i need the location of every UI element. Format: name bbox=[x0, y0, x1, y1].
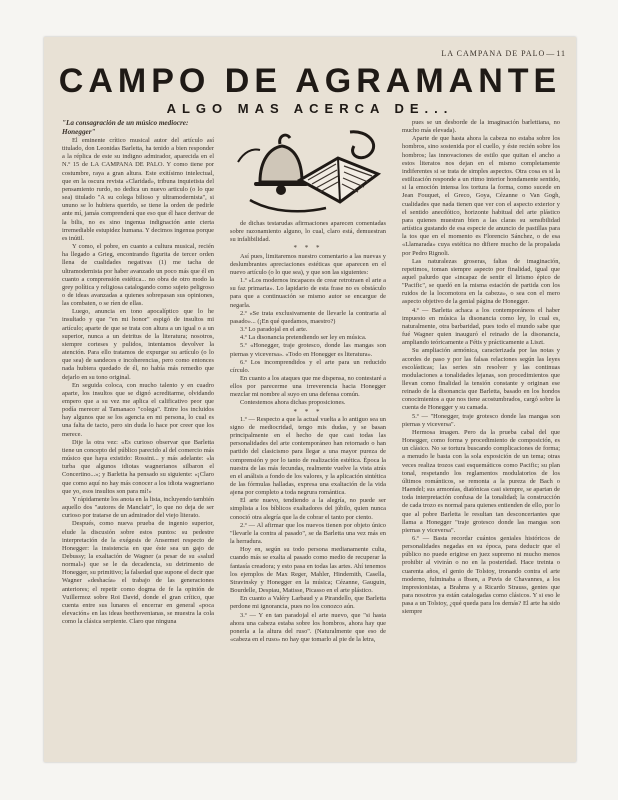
paragraph: Y rápidamente los anota en la lista, incluyendo también aquello dos "autores de Manclair", lo que no deja de ser curioso por tratarse de un admirador del viejo literato. bbox=[62, 495, 214, 520]
paragraph: Hermosa imagen. Pero da la prueba cabal del que Honegger, como forma y procedimiento de composición, es un clásico. No se tortura buscando complicaciones de forma; a menudo le basta con la sola exposición de un tema; otras veces realiza trozos casi esquemáticos como Pacific; su plan tonal, respetando los reglamentos modulatorios de los últimos románticos, se remonta a la pureza de Bach o Haendel; sus armonías, diatónicas casi siempre, se apartan de toda interpretación confusa de la tonalidad; la construcción de cada trozo es normal para quienes entienden de ello, por lo que al pobre Barletta le resultan tan desconcertantes que llama a Honegger "traje grotesco donde las mangas son piernas y viceversa". bbox=[402, 428, 560, 534]
article-subtitle: ALGO MAS ACERCA DE... bbox=[166, 101, 454, 116]
paragraph: 4.º — Barletta achaca a los contemporáneos el haber impuesto en música la disonancia como ley, lo cual es, naturalmente, otra barbaridad, pues todo el mundo sabe que fué Wagner quien inauguró el reinado de la disonancia, ampliando teóricamente a Fétis y prácticamente a Liszt. bbox=[402, 306, 560, 347]
running-header: LA CAMPANA DE PALO—11 bbox=[441, 49, 566, 58]
paragraph: Después, como nueva prueba de ingenio superior, elude la discusión sobre estos puntos: su pedestre interpretación de la exégesis de Ansermet respecto de Honegger: la insistencia en que éste sea un gajo de Debussy; la exaltación de Wagner (a pesar de su «salud normal») que se le da decadencia, su detrimento de Honegger, su primitivo; la falsedad que supone el decir que Wagner «deshacía» el trabajo de las generaciones anteriores; el repetir como dogma de fe la opinión de Vuillermoz sobre Roi David, donde el gran crítico, que cuenta entre sus lunares el encerrar en general «poca elevación» en las ideas beethovenianas, se muestra la cola como la clásica serpiente. Claro que ninguna bbox=[62, 520, 214, 626]
paragraph: 2.º «Se trata exclusivamente de llevarle la contraria al pasado»... (¡En qué quedamos, maestro?) bbox=[230, 309, 386, 325]
paragraph: Aparte de que hasta ahora la cabeza no estaba sobre los hombros, sino sostenida por el cuello, y éste recién sobre los hombros; las innovaciones de estilo que quitan el ancho a estos literatos nos dejan en el mismo completamente indiferentes si se trata de simples aspectos. Otra cosa es si la estilización responde a un ritmo interior hondamente sentido, si la emoción intensa los tortura la forma, como sucede en Jean Fouquet, el Greco, Goya, Cézanne o Van Gogh, cualidades que nada tienen que ver con el aspecto exterior y el sentido anecdótico, horizonte habitual del arte plástico para quienes muestran bien a las claras su sensibilidad artística gustando de esa especie de anuncio de pastillas para la tos que en el momento es Florencio Sánchez, o de esa «Llamarada» cuya estética no difiere mucho de la propalada por Pedro Rignoli. bbox=[402, 135, 560, 257]
paragraph: 3.º Lo paradojal en el arte. bbox=[240, 326, 308, 334]
paragraph: de dichas testarudas afirmaciones aparecen comentadas sobre razonamiento alguno, lo cual, claro está, demuestran su infalibilidad. bbox=[230, 220, 386, 244]
paragraph: En seguida coloca, con mucho talento y en cuadro aparte, los insultos que se dignó acreditarme, olvidando empero que a su vez me aplica el calificativo peor que podía merecer al Tamanaco "colega". Entre los incluidos hay algunos que se los agencia en mi persona, lo cual es una falta de tacto, pero sin duda lo hace por creer que los merece. bbox=[62, 381, 214, 438]
article-title: CAMPO DE AGRAMANTE bbox=[58, 62, 562, 100]
paragraph: 3.º — Y en tan paradojal el arte nuevo, que "si hasta ahora una cabeza estaba sobre los hombros, ahora hay que ponerla a la altura del ruso". (Naturalmente que eso de «cabeza en el ruso» no hay que tomarlo al pie de la letra, bbox=[230, 611, 386, 643]
paragraph: El eminente crítico musical autor del artículo así titulado, don Leonidas Barletta, ha tenido a bien responder a la réplica de este su indigno admirador, aparecida en el N.º 15 de LA CAMPANA DE PALO. Y como tiene por costumbre, raya a gran altura. Este exitísimo intelectual, que en la oscura revista «Claridad», tribuna inquietista del pensamiento rurdo, no dedica un nuevo articulo (o lo que sea) titulado "A su colega bilioso y ultramodernista", si ununo se lo hubiera querido, se tiene la orden de pedirle ante mí, jamás comprenderá que eso que él hace derivar de la bilis, no es sino ingenua indignación ante cierta irremediable estupidez humana. Y decimos ingenua porque es inútil. bbox=[62, 137, 214, 242]
paragraph: Luego, anuncia en tono apocalíptico que lo he insultado y que "en mi honor" espigó de insultos mi artículo; aparte de que se trata con altura a un igual o a un superior, nunca a un detritus de la literatura; nosotros, siempre corteses y pulidos, intentamos devolver la atención. Para ello tratamos de expurgar su artículo (o lo que sea) de sandeces e incoherencias, pero como entonces nada hubiera quedado de él, no había más remedio que dejarlo en su tono original. bbox=[62, 308, 214, 381]
paragraph: 1.º — Respecto a que la actual vuelta a lo antiguo sea un signo de mediocridad, tengo mis dudas, y se basan principalmente en el hecho de que casi todas las personalidades del arte contemporáneo han retornado o han partido del clasicismo para llegar a una mayor pureza de comprensión y por lo tanto de realización estética. Época la nuestra de las más fecundas, realmente vuelve la vista atrás en el análisis a fondo de los valores, y la aplicación sintética de las fórmulas halladas, expresa una exaltación de la vida ajena por completo a toda negrura romántica. bbox=[230, 415, 386, 497]
paragraph: Las naturalezas groseras, faltas de imaginación, repetimos, toman siempre aspecto por finalidad, igual que aquel palurdo que «incapaz de sentir el lirismo épico de "Pacific", se quedó en la misma estación de partida con los ruidos de la locomotora en la cabeza», o sea con el mero aspecto objetivo de la genial página de Honegger. bbox=[402, 257, 560, 306]
section-separator: * * * bbox=[293, 244, 323, 253]
paragraph: 6.º Los incomprendidos y el arte para un reducido círculo. bbox=[230, 358, 386, 374]
paragraph: 4.º La disonancia pretendiendo ser ley en música. bbox=[240, 334, 367, 342]
paragraph: 2.º — Al afirmar que los nuevos tienen por objeto único "llevarle la contra al pasado", se da Barletta una vez más en la herradura. bbox=[230, 521, 386, 546]
paragraph: Hoy en, según su todo persona medianamente culta, cuando más se exalta al pasado como medio de recuperar la fantasía creadora; y esto pasa en todas las artes. Ahí tenemos los ejemplos de Max Reger, Mahler, Hindemith, Casella, Stravinsky y Honegger en la música; Cézanne, Gauguin, Bourdelle, Despiau, Matisse, Picasso en el arte plástico. bbox=[230, 546, 386, 595]
section-heading: "La consagración de un músico mediocre: Honegger" bbox=[62, 119, 189, 136]
text-column-2 bbox=[230, 220, 386, 760]
paragraph: Contestemos ahora dichas proposiciones. bbox=[240, 399, 346, 407]
paragraph: El arte nuevo, tendiendo a la alegría, no puede ser simplista a los bíblicos exaltadores del júbilo, quien nunca conoció otra alegría que la de cobrar el tanto por ciento. bbox=[230, 497, 386, 521]
paragraph: 5.º — "Honegger, traje grotesco donde las mangas son piernas y viceversa". bbox=[402, 412, 560, 428]
text-column-1 bbox=[62, 119, 214, 759]
magazine-page bbox=[44, 37, 576, 762]
running-title: LA CAMPANA DE PALO bbox=[441, 49, 546, 58]
paragraph: Así pues, limitaremos nuestro comentario a las nuevas y deslumbrantes apreciaciones estéticas que aparecen en el nuevo artículo (o lo que sea), y que son las siguientes: bbox=[230, 252, 386, 276]
page-number: 11 bbox=[556, 49, 566, 58]
paragraph: 1.º «Los modernos incapaces de crear retrotraen el arte a su faz primaria». Lo lapidario de esta frase no es obstáculo para que a continuación se mismo autor se encargue de negarla. bbox=[230, 277, 386, 309]
paragraph: Su ampliación armónica, caracterizada por las notas y acordes de paso y por las falsas relaciones según las leyes escolásticas; las series sin resolver y las continuas modulaciones a tonalidades lejanas, son procedimientos que llevan como finalidad la tensión constante y originan ese reinado de la disonancia que Barletta, basado en los hondos conocimientos a que nos tiene acostumbrados, cargó sobre la cuenta de Honegger y su camada. bbox=[402, 347, 560, 412]
section-separator: * * * bbox=[293, 407, 323, 416]
paragraph: Y como, el pobre, en cuanto a cultura musical, recién ha llegado a Grieg, encontrando figurita de tercer orden llena de cualidades negativas (1) me tacha de ultramodernista por haber avanzado un poco más que él en cuanto a comprensión estética... no obra de otro modo la grey política y religiosa catalogando como sujeto peligroso o de ideas avanzadas a quienes sobrepasan sus opiniones, las combaten, o se ríen de ellas. bbox=[62, 243, 214, 308]
paragraph: En cuanto a Valéry Larbaud y a Pirandello, que Barletta perdone mi ignorancia, pues no los conozco aún. bbox=[230, 595, 386, 611]
paragraph: En cuanto a los ataques que me dispensa, no contestaré a ellos por parecerme una irreverencia hacia Honegger mezclar mi nombre al suyo en una defensa común. bbox=[230, 374, 386, 399]
paragraph: Dije la otra vez: «Es curioso observar que Barletta tiene un concepto del público parecido al del comercio más músico que haya existido: Rossini... y más adelante: «la turba que algunos idiotas wagnerianos silbaron el Concertino...»; y Barletta ha pensado su siguiente: «¡Claro que como aquí no hay más conocer a los idiota wagneriano que yo, esos insultos son para mí!» bbox=[62, 438, 214, 495]
text-column-3 bbox=[402, 119, 560, 759]
paragraph: pues se un desborde de la imaginación barlettiana, no mucho más elevada). bbox=[402, 119, 560, 135]
bell-and-book-icon bbox=[230, 122, 386, 218]
paragraph: 5.º «Honegger, traje grotesco, donde las mangas son piernas y viceversa». «Todo en Honegger es literatura». bbox=[230, 342, 386, 358]
paragraph: 6.º — Basta recordar cuántos geniales históricos de personalidades negadas en su época, para deducir que el público no puede erigirse en juez supremo ni mucho menos prohibir al vivirán o no en la posteridad. Hace treinta o cuarenta años, el genio de Tolstoy, tronando contra el arte moderno, fulminaba a Ibsen, a Puvis de Chavannes, a los impresionistas, a Brahms y a Ricardo Strauss, gentes que para nosotros ya están catalogadas como clásicos. Y si eso le pasa a un Tolstoy, ¿qué queda para los demás? El arte ha sido siempre bbox=[402, 534, 560, 616]
